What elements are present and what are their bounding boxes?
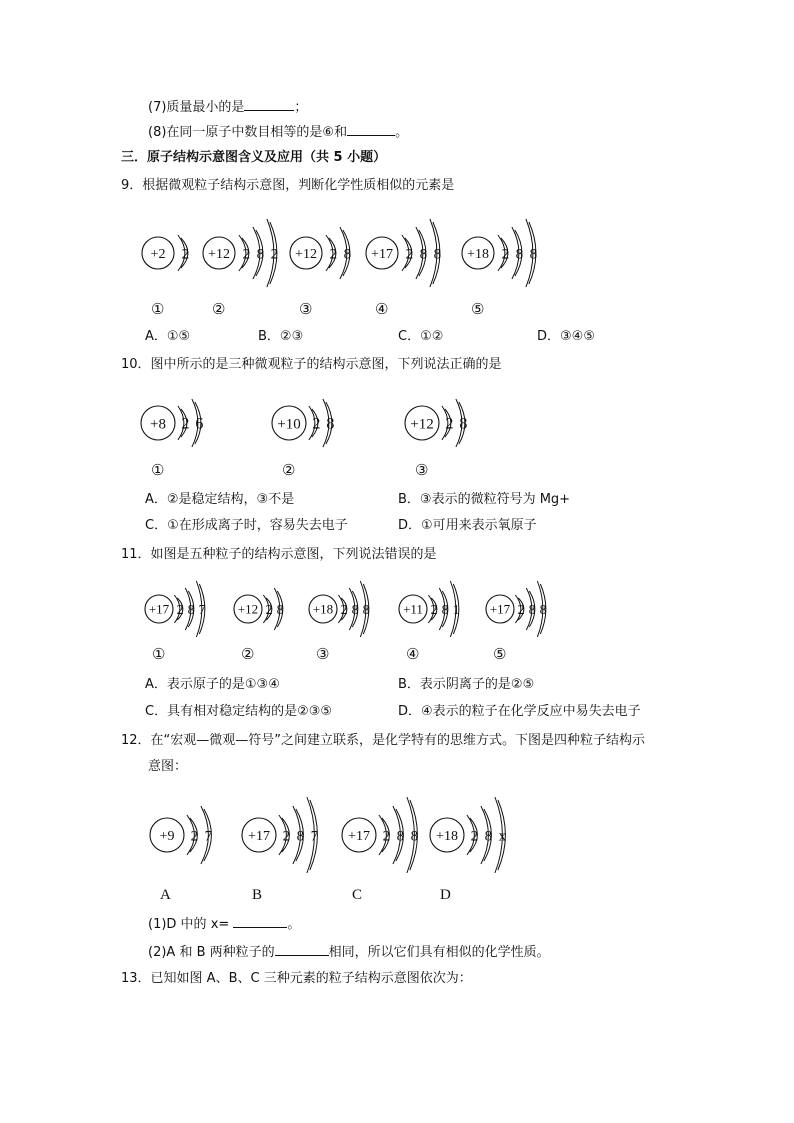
shell-electron-count: 2 xyxy=(181,415,190,433)
q8-item8: (8)在同一原子中数目相等的是⑥和 。 xyxy=(148,121,408,143)
shell-electron-count: 7 xyxy=(198,602,206,618)
shell-electron-count: 8 xyxy=(419,246,428,263)
answer-blank[interactable] xyxy=(233,913,287,928)
shell-electron-count: 2 xyxy=(282,828,291,845)
diagram-label: A xyxy=(160,887,171,903)
nucleus-charge: +9 xyxy=(159,828,175,844)
shell-electron-count: 8 xyxy=(396,828,405,845)
diagram-label: ① xyxy=(151,302,165,318)
nucleus-charge: +17 xyxy=(248,828,270,844)
atom-structure-diagram xyxy=(484,578,584,640)
nucleus-charge: +2 xyxy=(150,246,166,262)
atom-structure-diagram xyxy=(201,205,301,301)
q9-stem: 9．根据微观粒子结构示意图，判断化学性质相似的元素是 xyxy=(121,178,455,193)
q11-option-b[interactable]: B．表示阴离子的是②⑤ xyxy=(398,677,535,692)
q11-stem: 11．如图是五种粒子的结构示意图，下列说法错误的是 xyxy=(121,547,437,562)
q12-stem-line2: 意图： xyxy=(148,759,188,774)
q12-sub2: (2)A 和 B 两种粒子的 相同，所以它们具有相似的化学性质。 xyxy=(148,941,550,963)
q12-sub1: (1)D 中的 x= 。 xyxy=(148,913,300,935)
q9-option-c[interactable]: C．①② xyxy=(398,329,444,344)
atom-structure-diagram xyxy=(397,578,497,640)
atom-structure-diagram xyxy=(460,205,560,301)
atom-structure-diagram xyxy=(364,205,464,301)
shell-electron-count: 2 xyxy=(430,602,438,618)
shell-electron-count: 8 xyxy=(326,415,335,433)
nucleus-charge: +11 xyxy=(403,601,423,617)
atom-structure-diagram xyxy=(307,578,407,640)
diagram-label: ③ xyxy=(415,463,429,479)
q10-option-d[interactable]: D．①可用来表示氧原子 xyxy=(398,518,537,533)
shell-electron-count: 2 xyxy=(242,246,251,263)
atom-structure-diagram xyxy=(270,392,370,454)
q10-option-a[interactable]: A．②是稳定结构，③不是 xyxy=(145,492,295,507)
atom-structure-diagram xyxy=(403,392,503,454)
answer-blank[interactable] xyxy=(275,941,329,956)
q11-option-a[interactable]: A．表示原子的是①③④ xyxy=(145,677,280,692)
shell-electron-count: 2 xyxy=(312,415,321,433)
shell-electron-count: 2 xyxy=(270,246,279,263)
diagram-label: B xyxy=(252,887,263,903)
nucleus-charge: +17 xyxy=(348,828,370,844)
shell-electron-count: 2 xyxy=(190,828,199,845)
shell-electron-count: 2 xyxy=(405,246,414,263)
diagram-label: ③ xyxy=(316,647,330,663)
q9-option-a[interactable]: A．①⑤ xyxy=(145,329,191,344)
atom-structure-diagram xyxy=(143,578,243,640)
q12-stem-line1: 12．在“宏观—微观—符号”之间建立联系，是化学特有的思维方式。下图是四种粒子结构示 xyxy=(121,733,646,748)
nucleus-charge: +18 xyxy=(312,601,334,617)
nucleus-charge: +10 xyxy=(277,416,301,433)
shell-electron-count: 8 xyxy=(362,602,370,618)
nucleus-charge: +17 xyxy=(489,601,511,617)
diagram-label: ③ xyxy=(299,302,313,318)
shell-electron-count: 2 xyxy=(181,246,190,263)
atom-structure-diagram xyxy=(240,786,350,884)
shell-electron-count: 7 xyxy=(310,828,319,845)
nucleus-charge: +17 xyxy=(148,601,170,617)
q9-option-b[interactable]: B．②③ xyxy=(258,329,304,344)
shell-electron-count: 6 xyxy=(195,415,204,433)
q10-stem: 10．图中所示的是三种微观粒子的结构示意图，下列说法正确的是 xyxy=(121,357,502,372)
q8-item7: (7)质量最小的是 ； xyxy=(148,96,307,118)
shell-electron-count: 1 xyxy=(452,602,460,618)
diagram-label: ④ xyxy=(375,302,389,318)
shell-electron-count: 8 xyxy=(529,246,538,263)
atom-structure-diagram xyxy=(139,392,239,454)
shell-electron-count: 8 xyxy=(256,246,265,263)
shell-electron-count: 7 xyxy=(204,828,213,845)
shell-electron-count: 8 xyxy=(441,602,449,618)
shell-electron-count: 2 xyxy=(517,602,525,618)
diagram-label: C xyxy=(352,887,363,903)
diagram-label: ① xyxy=(151,463,165,479)
atom-structure-diagram xyxy=(428,786,538,884)
shell-electron-count: 8 xyxy=(484,828,493,845)
shell-electron-count: 2 xyxy=(501,246,510,263)
answer-blank[interactable] xyxy=(244,96,294,111)
shell-electron-count: 8 xyxy=(433,246,442,263)
shell-electron-count: 2 xyxy=(265,602,273,618)
shell-electron-count: 8 xyxy=(410,828,419,845)
nucleus-charge: +18 xyxy=(467,246,489,262)
shell-electron-count: 2 xyxy=(340,602,348,618)
shell-electron-count: 2 xyxy=(176,602,184,618)
nucleus-charge: +18 xyxy=(436,828,458,844)
shell-electron-count: x xyxy=(498,828,507,845)
shell-electron-count: 8 xyxy=(539,602,547,618)
diagram-label: ② xyxy=(282,463,296,479)
shell-electron-count: 8 xyxy=(351,602,359,618)
shell-electron-count: 8 xyxy=(187,602,195,618)
q9-option-d[interactable]: D．③④⑤ xyxy=(537,329,595,344)
diagram-label: D xyxy=(440,887,451,903)
diagram-label: ② xyxy=(212,302,226,318)
q10-option-b[interactable]: B．③表示的微粒符号为 Mg+ xyxy=(398,492,571,507)
q11-option-c[interactable]: C．具有相对稳定结构的是②③⑤ xyxy=(145,704,333,719)
nucleus-charge: +12 xyxy=(410,416,434,433)
nucleus-charge: +12 xyxy=(208,246,230,262)
shell-electron-count: 2 xyxy=(445,415,454,433)
q10-option-c[interactable]: C．①在形成离子时，容易失去电子 xyxy=(145,518,348,533)
nucleus-charge: +12 xyxy=(237,601,259,617)
diagram-label: ② xyxy=(241,647,255,663)
q11-option-d[interactable]: D．④表示的粒子在化学反应中易失去电子 xyxy=(398,704,641,719)
diagram-label: ① xyxy=(152,647,166,663)
q13-stem: 13．已知如图 A、B、C 三种元素的粒子结构示意图依次为： xyxy=(121,971,472,986)
shell-electron-count: 8 xyxy=(515,246,524,263)
shell-electron-count: 8 xyxy=(343,246,352,263)
diagram-label: ⑤ xyxy=(471,302,485,318)
diagram-label: ④ xyxy=(406,647,420,663)
nucleus-charge: +12 xyxy=(295,246,317,262)
shell-electron-count: 8 xyxy=(528,602,536,618)
shell-electron-count: 2 xyxy=(382,828,391,845)
shell-electron-count: 8 xyxy=(276,602,284,618)
shell-electron-count: 2 xyxy=(329,246,338,263)
section-title: 三．原子结构示意图含义及应用（共 5 小题） xyxy=(121,150,387,165)
shell-electron-count: 8 xyxy=(296,828,305,845)
nucleus-charge: +17 xyxy=(371,246,393,262)
answer-blank[interactable] xyxy=(347,121,395,136)
nucleus-charge: +8 xyxy=(150,416,166,433)
shell-electron-count: 8 xyxy=(459,415,468,433)
shell-electron-count: 2 xyxy=(470,828,479,845)
diagram-label: ⑤ xyxy=(493,647,507,663)
